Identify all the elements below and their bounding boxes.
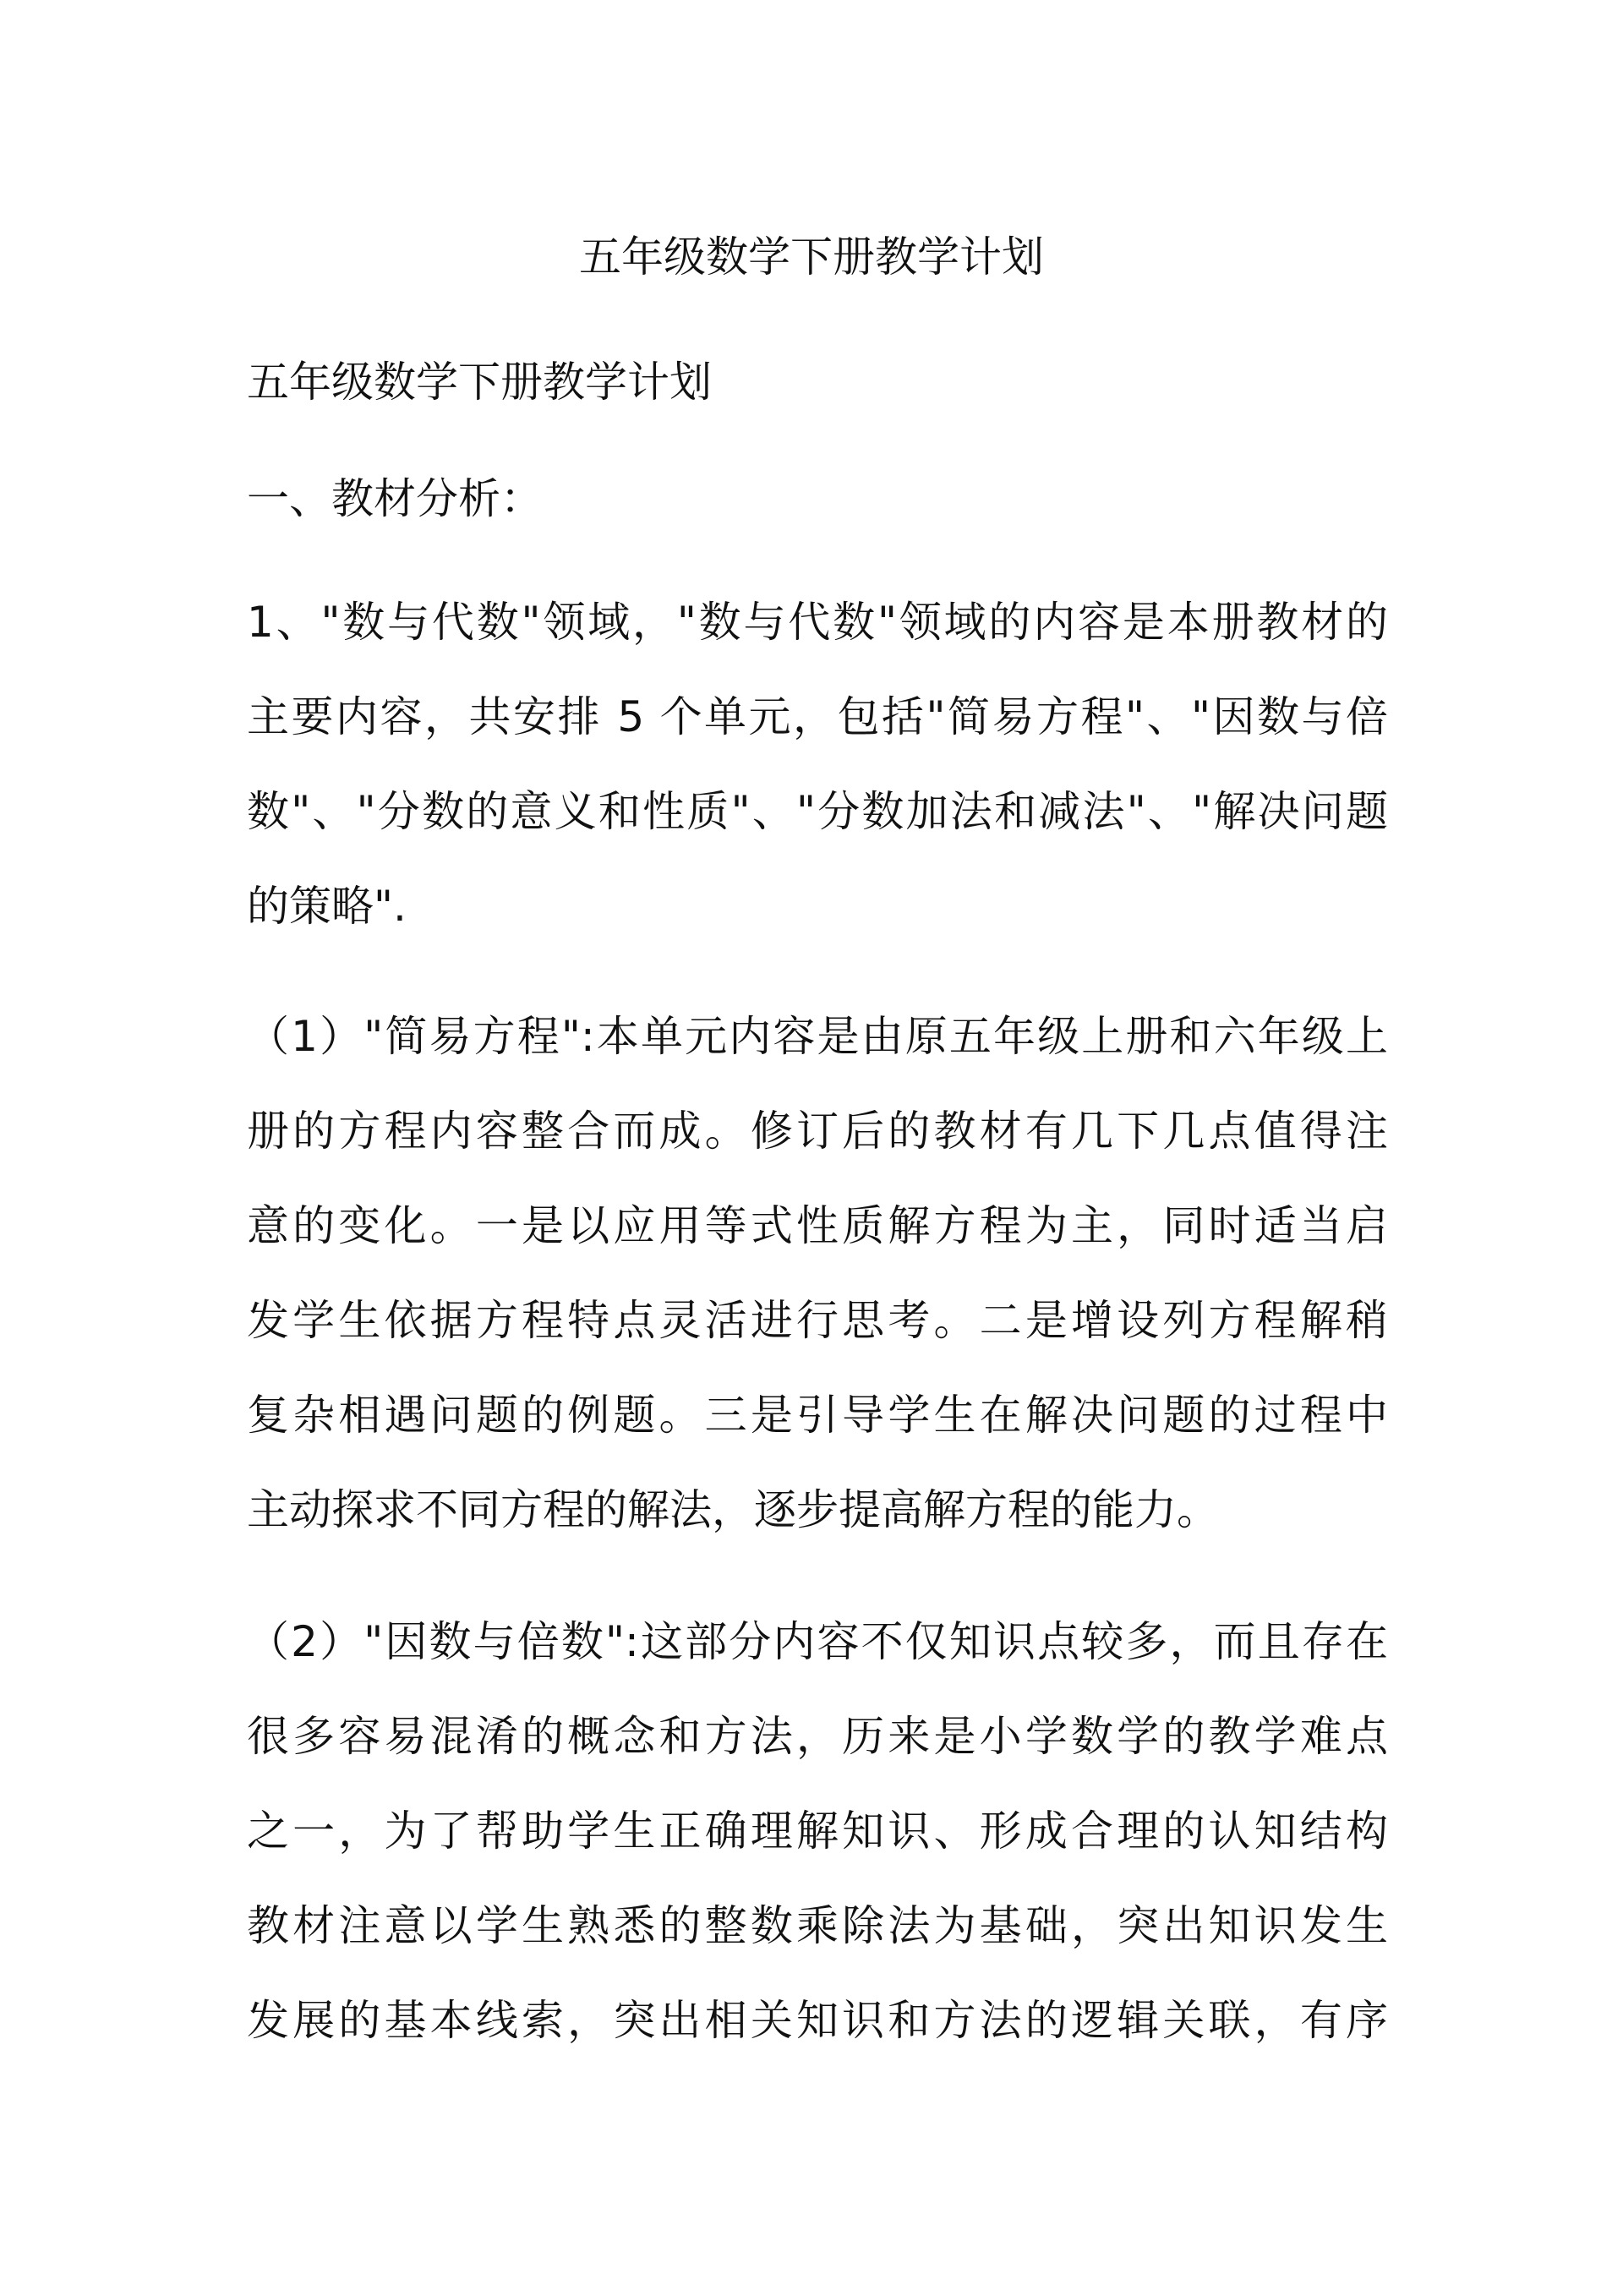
paragraph-3-line-3: 之一，为了帮助学生正确理解知识、形成合理的认知结构 [247, 1807, 1388, 1856]
paragraph-2-line-3: 意的变化。一是以应用等式性质解方程为主，同时适当启 [247, 1201, 1388, 1250]
paragraph-3-line-5: 发展的基本线索，突出相关知识和方法的逻辑关联，有序 [247, 1996, 1388, 2045]
paragraph-2-line-2: 册的方程内容整合而成。修订后的教材有几下几点值得注 [247, 1107, 1388, 1156]
document-heading: 五年级数学下册教学计划 [247, 358, 712, 407]
paragraph-1-line-1: 1、"数与代数"领域，"数与代数"领域的内容是本册教材的 [247, 598, 1388, 647]
paragraph-2-line-1: （1）"简易方程":本单元内容是由原五年级上册和六年级上 [247, 1012, 1388, 1061]
paragraph-1-line-2: 主要内容，共安排 5 个单元，包括"简易方程"、"因数与倍 [247, 692, 1388, 741]
paragraph-3-line-4: 教材注意以学生熟悉的整数乘除法为基础，突出知识发生 [247, 1901, 1388, 1950]
paragraph-2-line-4: 发学生依据方程特点灵活进行思考。二是增设列方程解稍 [247, 1296, 1388, 1345]
paragraph-1-line-3: 数"、"分数的意义和性质"、"分数加法和减法"、"解决问题 [247, 787, 1388, 836]
paragraph-1-line-4: 的策略". [247, 882, 407, 931]
section-heading: 一、教材分析： [247, 474, 543, 523]
paragraph-2-line-5: 复杂相遇问题的例题。三是引导学生在解决问题的过程中 [247, 1391, 1388, 1440]
document-title: 五年级数学下册教学计划 [579, 232, 1044, 282]
paragraph-2-line-6: 主动探求不同方程的解法，逐步提高解方程的能力。 [247, 1485, 1219, 1534]
paragraph-3-line-2: 很多容易混淆的概念和方法，历来是小学数学的教学难点 [247, 1712, 1388, 1761]
paragraph-3-line-1: （2）"因数与倍数":这部分内容不仅知识点较多，而且存在 [247, 1617, 1388, 1666]
